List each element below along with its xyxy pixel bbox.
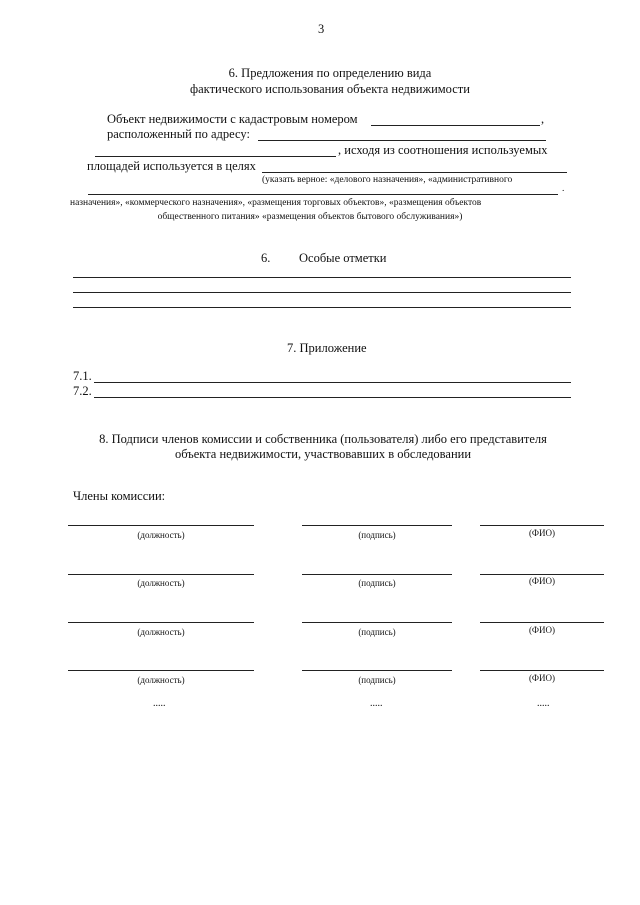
hint-line3: общественного питания» «размещения объектов бытового обслуживания») bbox=[157, 212, 463, 222]
position-ellipsis: ..... bbox=[153, 698, 166, 709]
position-field[interactable] bbox=[68, 670, 254, 671]
name-caption: (ФИО) bbox=[528, 528, 556, 538]
signature-field[interactable] bbox=[302, 525, 452, 526]
signature-caption: (подпись) bbox=[358, 627, 396, 637]
purpose-field-2[interactable] bbox=[88, 194, 558, 195]
name-caption: (ФИО) bbox=[528, 673, 556, 683]
proposals-title-line2: фактического использования объекта недвижимости bbox=[190, 82, 470, 96]
position-caption: (должность) bbox=[137, 675, 185, 685]
position-field[interactable] bbox=[68, 574, 254, 575]
signature-field[interactable] bbox=[302, 670, 452, 671]
position-field[interactable] bbox=[68, 622, 254, 623]
name-field[interactable] bbox=[480, 574, 604, 575]
name-field[interactable] bbox=[480, 670, 604, 671]
proceeding-text: , исходя из соотношения используемых bbox=[338, 143, 548, 157]
page-number: 3 bbox=[318, 22, 325, 36]
purpose-field[interactable] bbox=[262, 172, 567, 173]
position-field[interactable] bbox=[68, 525, 254, 526]
appendix-title: 7. Приложение bbox=[287, 341, 367, 355]
address-field-2[interactable] bbox=[95, 156, 336, 157]
notes-number: 6. bbox=[261, 251, 271, 265]
notes-title: Особые отметки bbox=[299, 251, 387, 265]
signature-caption: (подпись) bbox=[358, 675, 396, 685]
areas-label: площадей используется в целях bbox=[87, 159, 256, 173]
appendix-item2-label: 7.2. bbox=[73, 384, 92, 398]
name-field[interactable] bbox=[480, 525, 604, 526]
cadastral-number-field[interactable] bbox=[371, 125, 540, 126]
address-label: расположенный по адресу: bbox=[107, 127, 250, 141]
signature-field[interactable] bbox=[302, 574, 452, 575]
hint-line2: назначения», «коммерческого назначения», «размещения торговых объектов», «размещения объектов bbox=[70, 198, 482, 208]
notes-line-2[interactable] bbox=[73, 292, 571, 293]
appendix-item1-label: 7.1. bbox=[73, 369, 92, 383]
signatures-title-line1: 8. Подписи членов комиссии и собственника (пользователя) либо его представителя bbox=[99, 432, 547, 446]
name-caption: (ФИО) bbox=[528, 576, 556, 586]
signature-caption: (подпись) bbox=[358, 578, 396, 588]
appendix-item2-field[interactable] bbox=[94, 397, 571, 398]
signature-field[interactable] bbox=[302, 622, 452, 623]
signatures-title-line2: объекта недвижимости, участвовавших в обследовании bbox=[174, 447, 472, 461]
comma: , bbox=[541, 112, 545, 126]
notes-line-1[interactable] bbox=[73, 277, 571, 278]
name-ellipsis: ..... bbox=[537, 698, 550, 709]
name-field[interactable] bbox=[480, 622, 604, 623]
position-caption: (должность) bbox=[137, 530, 185, 540]
members-label: Члены комиссии: bbox=[73, 489, 166, 503]
signature-caption: (подпись) bbox=[358, 530, 396, 540]
position-caption: (должность) bbox=[137, 578, 185, 588]
proposals-title-line1: 6. Предложения по определению вида bbox=[228, 66, 432, 80]
appendix-item1-field[interactable] bbox=[94, 382, 571, 383]
address-field-1[interactable] bbox=[258, 140, 546, 141]
signature-ellipsis: ..... bbox=[370, 698, 383, 709]
object-label: Объект недвижимости с кадастровым номером bbox=[107, 112, 358, 126]
hint-line1: (указать верное: «делового назначения», «административного bbox=[262, 175, 513, 185]
position-caption: (должность) bbox=[137, 627, 185, 637]
hint-dot: . bbox=[562, 184, 565, 194]
name-caption: (ФИО) bbox=[528, 625, 556, 635]
notes-line-3[interactable] bbox=[73, 307, 571, 308]
